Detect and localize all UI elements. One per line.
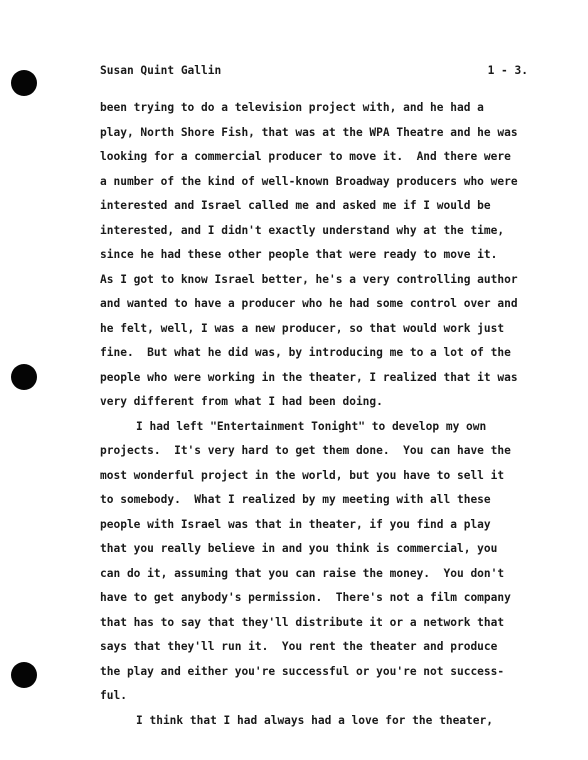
text-line: he felt, well, I was a new producer, so that would work just [100, 321, 505, 335]
text-line: play, North Shore Fish, that was at the WPA Theatre and he was [100, 125, 518, 139]
transcript-body [100, 96, 532, 733]
binder-hole-bottom [11, 662, 37, 688]
text-line: the play and either you're successful or you're not success- [100, 664, 505, 678]
text-line: looking for a commercial producer to move it. And there were [100, 150, 511, 163]
text-line: people with Israel was that in theater, if you find a play [100, 517, 491, 531]
text-line: can do it, assuming that you can raise the money. You don't [100, 566, 505, 580]
text-line: I had left "Entertainment Tonight" to develop my own [136, 419, 487, 433]
text-line: As I got to know Israel better, he's a very controlling author [100, 272, 518, 286]
text-line: to somebody. What I realized by my meeting with all these [100, 493, 491, 506]
text-line: very different from what I had been doing. [100, 395, 383, 408]
page-header [100, 64, 528, 84]
text-line: ful. [100, 689, 127, 702]
binder-hole-middle [11, 364, 37, 390]
text-line: most wonderful project in the world, but you have to sell it [100, 468, 505, 482]
text-line: have to get anybody's permission. There's not a film company [100, 591, 511, 604]
text-line: interested and Israel called me and asked me if I would be [100, 199, 491, 212]
text-line: projects. It's very hard to get them done. You can have the [100, 444, 511, 457]
text-line: that you really believe in and you think is commercial, you [100, 542, 498, 555]
page-number: 1 - 3. [487, 64, 528, 77]
text-line: interested, and I didn't exactly understand why at the time, [100, 223, 505, 237]
text-line: a number of the kind of well-known Broadway producers who were [100, 174, 518, 188]
text-line: since he had these other people that were ready to move it. [100, 248, 498, 261]
binder-hole-top [11, 70, 37, 96]
text-line: that has to say that they'll distribute it or a network that [100, 615, 505, 629]
text-line: I think that I had always had a love for the theater, [136, 713, 493, 727]
text-line: and wanted to have a producer who he had some control over and [100, 297, 518, 310]
text-line: says that they'll run it. You rent the theater and produce [100, 640, 498, 653]
text-line: been trying to do a television project with, and he had a [100, 101, 484, 114]
header-name: Susan Quint Gallin [100, 64, 222, 77]
text-line: fine. But what he did was, by introducing me to a lot of the [100, 346, 511, 359]
text-line: people who were working in the theater, I realized that it was [100, 370, 518, 384]
